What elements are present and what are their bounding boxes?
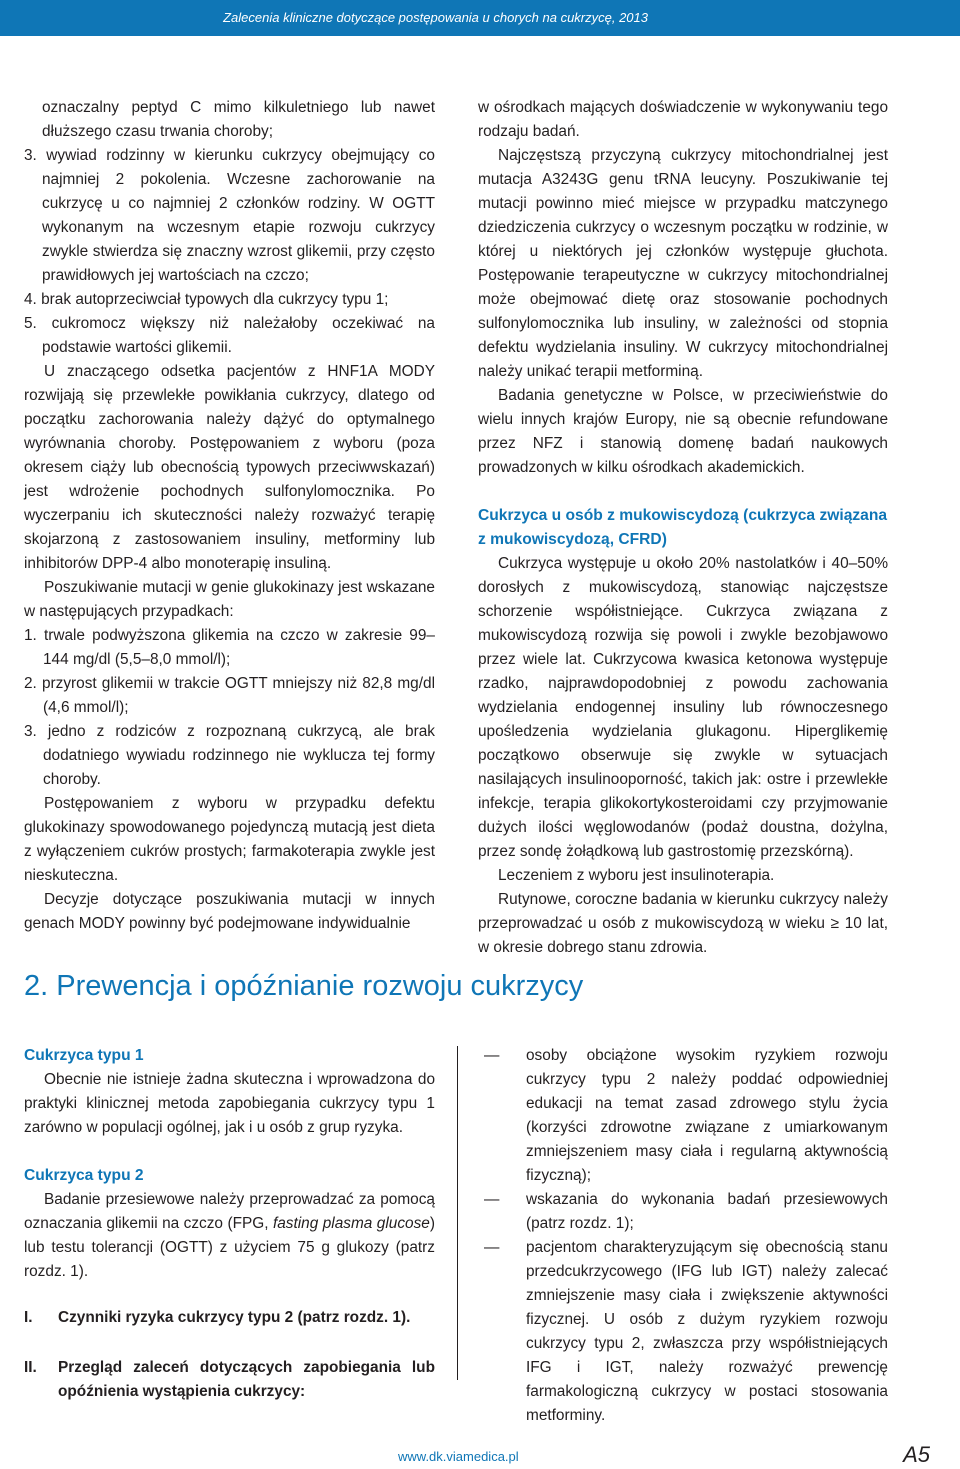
- page-number: A5: [903, 1442, 930, 1467]
- dash-item: — osoby obciążone wysokim ryzykiem rozwoju cukrzycy typu 2 należy poddać odpowiedniej edukacji na temat zasad zdrowego stylu życia (korzyści zdrowotne związane z umiarkowanym zmniejszeniem masy ciała i regularną aktywnością fizyczną);: [484, 1047, 888, 1184]
- lower-right-column: [484, 1044, 888, 1428]
- paragraph: Najczęstszą przyczyną cukrzycy mitochondrialnej jest mutacja A3243G genu tRNA leucyny. Poszukiwanie tej mutacji powinno mieć miejsce w przypadku matczynego dziedziczenia cukrzycy o wczesnym początku w rodzinie, w której u niektórych jej członków występuje głuchota. Postępowanie terapeutyczne w cukrzycy mitochondrialnej może obejmować dietę oraz stosowanie pochodnych sulfonylomocznika lub insuliny, w zależności od stopnia defektu wydzielania insuliny. W cukrzycy mitochondrialnej należy unikać terapii metforminą.: [478, 147, 888, 380]
- list-item: 4. brak autoprzeciwciał typowych dla cukrzycy typu 1;: [24, 291, 389, 308]
- list-item-continuation: oznaczalny peptyd C mimo kilkuletniego lub nawet dłuższego czasu trwania choroby;: [42, 99, 435, 140]
- section-heading: Cukrzyca u osób z mukowiscydozą (cukrzyca związana z mukowiscydozą, CFRD): [478, 507, 888, 548]
- lower-left-column: [24, 1044, 435, 1404]
- dash-item: — pacjentom charakteryzującym się obecnością stanu przedcukrzycowego (IFG lub IGT) należy zalecać zmniejszenie masy ciała i zwiększenie aktywności fizycznej. U osób z dużym ryzykiem rozwoju cukrzycy typu 2, zwłaszcza przy współistniejących IFG i IGT, należy rozważyć prewencję farmakologiczną cukrzycy w postaci stosowania metforminy.: [484, 1239, 888, 1424]
- right-column: [478, 96, 888, 960]
- paragraph: U znaczącego odsetka pacjentów z HNF1A MODY rozwijają się przewlekłe powikłania cukrzycy, dlatego od początku zachorowania należy dążyć do optymalnego wyrównania choroby. Postępowaniem z wyboru (poza okresem ciąży lub obecnością typowych przeciwwskazań) jest wdrożenie pochodnych sulfonylomocznika. Po wyczerpaniu ich skuteczności należy rozważyć terapię skojarzoną z zastosowaniem insuliny, metforminy lub inhibitorów DPP-4 albo monoterapię insuliną.: [24, 363, 435, 572]
- paragraph: Postępowaniem z wyboru w przypadku defektu glukokinazy spowodowanego pojedynczą mutacją jest dieta z wyłączeniem cukrów prostych; farmakoterapia zwykle jest nieskuteczna.: [24, 795, 435, 884]
- paragraph: Badania genetyczne w Polsce, w przeciwieństwie do wielu innych krajów Europy, nie są obecnie refundowane przez NFZ i stanowią domenę badań naukowych prowadzonych w kilku ośrodkach akademickich.: [478, 387, 888, 476]
- paragraph: Decyzje dotyczące poszukiwania mutacji w innych genach MODY powinny być podejmowane indywidualnie: [24, 891, 435, 932]
- list-item: 5. cukromocz większy niż należałoby oczekiwać na podstawie wartości glikemii.: [24, 315, 435, 356]
- list-item: 3. wywiad rodzinny w kierunku cukrzycy obejmujący co najmniej 2 pokolenia. Wczesne zachorowanie na cukrzycę u co najmniej 2 członków rodziny. W OGTT wykonanym na wczesnym etapie rozwoju cukrzycy zwykle stwierdza się znaczny wzrost glikemii, przy często prawidłowych jej wartościach na czczo;: [24, 147, 435, 284]
- list-item: 1. trwale podwyższona glikemia na czczo w zakresie 99–144 mg/dl (5,5–8,0 mmol/l);: [24, 627, 435, 668]
- dash-item: — wskazania do wykonania badań przesiewowych (patrz rozdz. 1);: [484, 1191, 888, 1232]
- list-item: 3. jedno z rodziców z rozpoznaną cukrzycą, ale brak dodatniego wywiadu rodzinnego nie wyklucza tej formy choroby.: [24, 723, 435, 788]
- paragraph: Leczeniem z wyboru jest insulinoterapia.: [498, 867, 775, 884]
- paragraph: Rutynowe, coroczne badania w kierunku cukrzycy należy przeprowadzać u osób z mukowiscydozą w wieku ≥ 10 lat, w okresie dobrego stanu zdrowia.: [478, 891, 888, 956]
- paragraph: Badanie przesiewowe należy przeprowadzać za pomocą oznaczania glikemii na czczo (FPG, fasting plasma glucose) lub testu tolerancji (OGTT) z użyciem 75 g glukozy (patrz rozdz. 1).: [24, 1191, 435, 1280]
- roman-item: I. Czynniki ryzyka cukrzycy typu 2 (patrz rozdz. 1).: [24, 1309, 411, 1326]
- paragraph: Cukrzyca występuje u około 20% nastolatków i 40–50% dorosłych z mukowiscydozą, stanowiąc najczęstsze schorzenie współistniejące. Cukrzyca związana z mukowiscydozą rozwija się powoli i zwykle bezobjawowo przez wiele lat. Cukrzycowa kwasica ketonowa występuje rzadko, najprawdopodobniej z powodu zachowania wydzielania endogennej insuliny lub równoczesnego upośledzenia wydzielania glukagonu. Hiperglikemię początkowo obserwuje się zwykle w sytuacjach nasilających insulinooporność, takich jak: ostre i przewlekłe infekcje, terapia glikokortykosteroidami czy przyjmowanie dużych ilości węglowodanów (podaż doustna, dożylna, przez sondę żołądkową lub gastrostomię przezskórną).: [478, 555, 888, 860]
- roman-item: II. Przegląd zaleceń dotyczących zapobiegania lub opóźnienia wystąpienia cukrzycy:: [24, 1359, 435, 1400]
- subsection-heading: Cukrzyca typu 1: [24, 1047, 144, 1064]
- footer-url-link[interactable]: www.dk.viamedica.pl: [398, 1449, 519, 1464]
- header-band: [0, 0, 960, 36]
- paragraph: Obecnie nie istnieje żadna skuteczna i wprowadzona do praktyki klinicznej metoda zapobiegania cukrzycy typu 1 zarówno w populacji ogólnej, jak i u osób z grup ryzyka.: [24, 1071, 435, 1136]
- subsection-heading: Cukrzyca typu 2: [24, 1167, 144, 1184]
- paragraph: Poszukiwanie mutacji w genie glukokinazy jest wskazane w następujących przypadkach:: [24, 579, 435, 620]
- paragraph: w ośrodkach mających doświadczenie w wykonywaniu tego rodzaju badań.: [478, 99, 888, 140]
- left-column: [24, 96, 435, 936]
- chapter-heading: 2. Prewencja i opóźnianie rozwoju cukrzycy: [24, 970, 584, 1002]
- column-divider: [457, 1046, 458, 1380]
- list-item: 2. przyrost glikemii w trakcie OGTT mniejszy niż 82,8 mg/dl (4,6 mmol/l);: [24, 675, 435, 716]
- running-header-title: Zalecenia kliniczne dotyczące postępowania u chorych na cukrzycę, 2013: [223, 10, 648, 25]
